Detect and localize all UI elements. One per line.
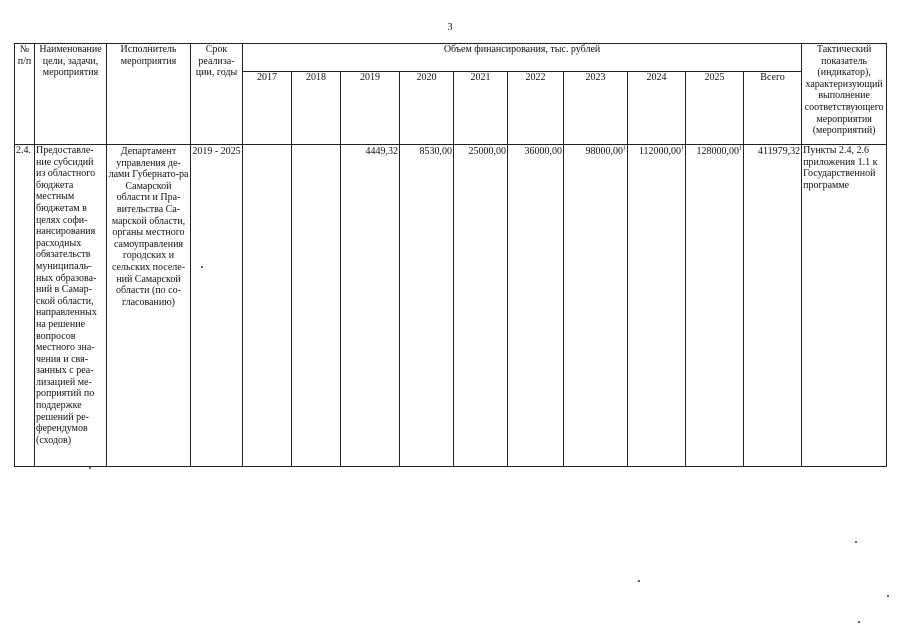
row-executor: Департамент управления де-лами Губернато-ра Самарской области и Пра-вительства Са-марской области, органы местного самоуправления городских и сельских поселе-ний Самарской области (по со-гласованию) xyxy=(107,145,191,467)
row-value-footnoted xyxy=(628,145,686,467)
header-year: 2017 xyxy=(243,72,292,145)
row-value xyxy=(243,145,292,467)
scan-speck xyxy=(201,266,203,268)
row-value: 36000,00 xyxy=(508,145,564,467)
row-value xyxy=(292,145,341,467)
scan-speck xyxy=(855,541,857,543)
header-indicator: Тактический показатель (индикатор), характеризующий выполнение соответствующего мероприятия (мероприятий) xyxy=(802,44,887,145)
header-name: Наименование цели, задачи, мероприятия xyxy=(35,44,107,145)
header-row-top xyxy=(15,44,887,72)
row-value: 25000,00 xyxy=(454,145,508,467)
row-value-footnoted xyxy=(564,145,628,467)
value-text: 98000,00 xyxy=(585,146,623,157)
header-year: 2023 xyxy=(564,72,628,145)
footnote-mark: 1 xyxy=(681,145,684,152)
row-value: 8530,00 xyxy=(400,145,454,467)
header-year: 2024 xyxy=(628,72,686,145)
header-total: Всего xyxy=(744,72,802,145)
footnote-mark: 1 xyxy=(623,145,626,152)
footnote-mark: 1 xyxy=(739,145,742,152)
row-term: 2019 - 2025 xyxy=(191,145,243,467)
row-num: 2.4. xyxy=(15,145,35,467)
header-financing: Объем финансирования, тыс. рублей xyxy=(243,44,802,72)
scan-speck xyxy=(887,595,889,597)
header-executor: Исполнитель мероприятия xyxy=(107,44,191,145)
financing-table xyxy=(14,43,887,467)
scan-speck xyxy=(89,467,91,469)
row-indicator: Пункты 2.4, 2.6 приложения 1.1 к Государственной программе xyxy=(802,145,887,467)
value-text: 112000,00 xyxy=(638,146,681,157)
row-value: 4449,32 xyxy=(341,145,400,467)
header-num: № п/п xyxy=(15,44,35,145)
header-year: 2021 xyxy=(454,72,508,145)
header-year: 2018 xyxy=(292,72,341,145)
row-value-footnoted xyxy=(686,145,744,467)
header-year: 2019 xyxy=(341,72,400,145)
row-total: 411979,32 xyxy=(744,145,802,467)
scan-speck xyxy=(638,580,640,582)
header-term: Срок реализа-ции, годы xyxy=(191,44,243,145)
header-year: 2022 xyxy=(508,72,564,145)
table-row xyxy=(15,145,887,467)
scan-speck xyxy=(858,621,860,623)
row-name: Предоставле-ние субсидий из областного бюджета местным бюджетам в целях софи-нансирования расходных обязательств муниципаль-ных образова-ний в Самар-ской области, направленных на решение вопросов местного зна-чения и свя-занных с реа-лизацией ме-роприятий по поддержке решений ре-ферендумов (сходов) xyxy=(35,145,107,467)
header-year: 2020 xyxy=(400,72,454,145)
value-text: 128000,00 xyxy=(696,146,739,157)
page-number: 3 xyxy=(447,22,453,33)
header-year: 2025 xyxy=(686,72,744,145)
